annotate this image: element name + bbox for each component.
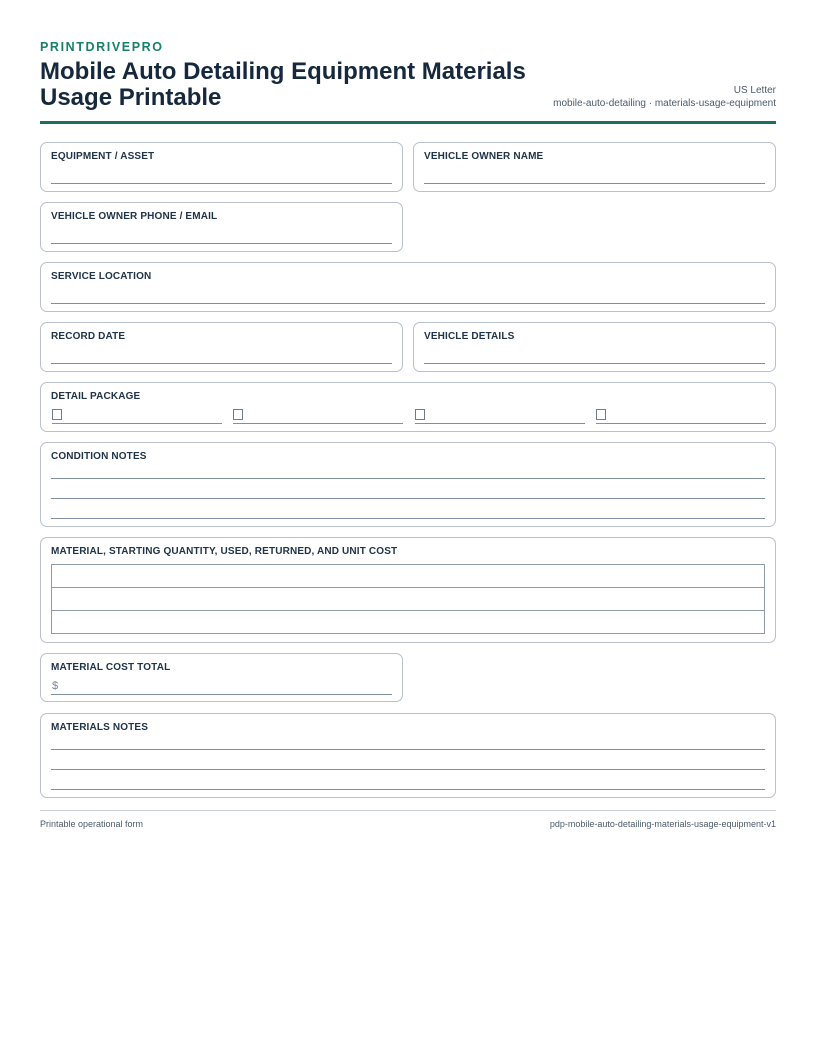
footer-form-id: pdp-mobile-auto-detailing-materials-usage-equipment-v1 bbox=[549, 819, 776, 829]
footer-left-text: Printable operational form bbox=[40, 819, 144, 829]
option-input-line[interactable] bbox=[415, 423, 585, 424]
currency-symbol: $ bbox=[52, 680, 59, 692]
owner-contact-input-line[interactable] bbox=[51, 243, 392, 244]
materials-table bbox=[51, 564, 765, 634]
owner-contact-label: VEHICLE OWNER PHONE / EMAIL bbox=[51, 211, 218, 222]
notes-line[interactable] bbox=[51, 518, 765, 519]
table-row bbox=[52, 611, 765, 634]
table-row bbox=[52, 565, 765, 588]
owner-contact-field bbox=[40, 202, 403, 252]
checkbox[interactable] bbox=[415, 409, 425, 420]
record-date-label: RECORD DATE bbox=[51, 331, 126, 342]
page-title: Mobile Auto Detailing Equipment Materials Usage Printable bbox=[40, 58, 526, 111]
vehicle-details-field bbox=[413, 322, 776, 372]
brand-name: PRINTDRIVEPRO bbox=[40, 40, 164, 54]
owner-name-label: VEHICLE OWNER NAME bbox=[424, 151, 544, 162]
detail-package-option-1 bbox=[52, 409, 222, 424]
vehicle-details-input-line[interactable] bbox=[424, 363, 765, 364]
checkbox[interactable] bbox=[233, 409, 243, 420]
footer-divider bbox=[40, 810, 776, 811]
notes-line[interactable] bbox=[51, 749, 765, 750]
vehicle-details-label: VEHICLE DETAILS bbox=[424, 331, 515, 342]
notes-line[interactable] bbox=[51, 789, 765, 790]
option-input-line[interactable] bbox=[52, 423, 222, 424]
owner-name-input-line[interactable] bbox=[424, 183, 765, 184]
table-cell[interactable] bbox=[52, 565, 765, 588]
condition-notes-label: CONDITION NOTES bbox=[51, 451, 147, 462]
notes-line[interactable] bbox=[51, 498, 765, 499]
service-location-label: SERVICE LOCATION bbox=[51, 271, 152, 282]
detail-package-label: DETAIL PACKAGE bbox=[51, 391, 141, 402]
materials-notes-label: MATERIALS NOTES bbox=[51, 722, 149, 733]
equipment-label: EQUIPMENT / ASSET bbox=[51, 151, 155, 162]
materials-table-field bbox=[40, 537, 776, 643]
equipment-input-line[interactable] bbox=[51, 183, 392, 184]
record-date-input-line[interactable] bbox=[51, 363, 392, 364]
document-slug: mobile-auto-detailing · materials-usage-equipment bbox=[553, 98, 776, 109]
detail-package-option-2 bbox=[233, 409, 403, 424]
checkbox[interactable] bbox=[596, 409, 606, 420]
detail-package-option-4 bbox=[596, 409, 766, 424]
notes-line[interactable] bbox=[51, 478, 765, 479]
materials-notes-field bbox=[40, 713, 776, 798]
document-meta bbox=[553, 84, 776, 110]
detail-package-field bbox=[40, 382, 776, 432]
material-cost-total-input-line[interactable] bbox=[51, 694, 392, 695]
detail-package-option-3 bbox=[415, 409, 585, 424]
equipment-field bbox=[40, 142, 403, 192]
header-divider bbox=[40, 121, 776, 124]
service-location-field bbox=[40, 262, 776, 312]
materials-table-label: MATERIAL, STARTING QUANTITY, USED, RETURNED, AND UNIT COST bbox=[51, 546, 398, 557]
notes-line[interactable] bbox=[51, 769, 765, 770]
record-date-field bbox=[40, 322, 403, 372]
material-cost-total-label: MATERIAL COST TOTAL bbox=[51, 662, 171, 673]
option-input-line[interactable] bbox=[233, 423, 403, 424]
option-input-line[interactable] bbox=[596, 423, 766, 424]
table-row bbox=[52, 588, 765, 611]
service-location-input-line[interactable] bbox=[51, 303, 765, 304]
material-cost-total-field bbox=[40, 653, 403, 702]
checkbox[interactable] bbox=[52, 409, 62, 420]
condition-notes-field bbox=[40, 442, 776, 527]
paper-size: US Letter bbox=[733, 85, 776, 96]
owner-name-field bbox=[413, 142, 776, 192]
table-cell[interactable] bbox=[52, 588, 765, 611]
table-cell[interactable] bbox=[52, 611, 765, 634]
